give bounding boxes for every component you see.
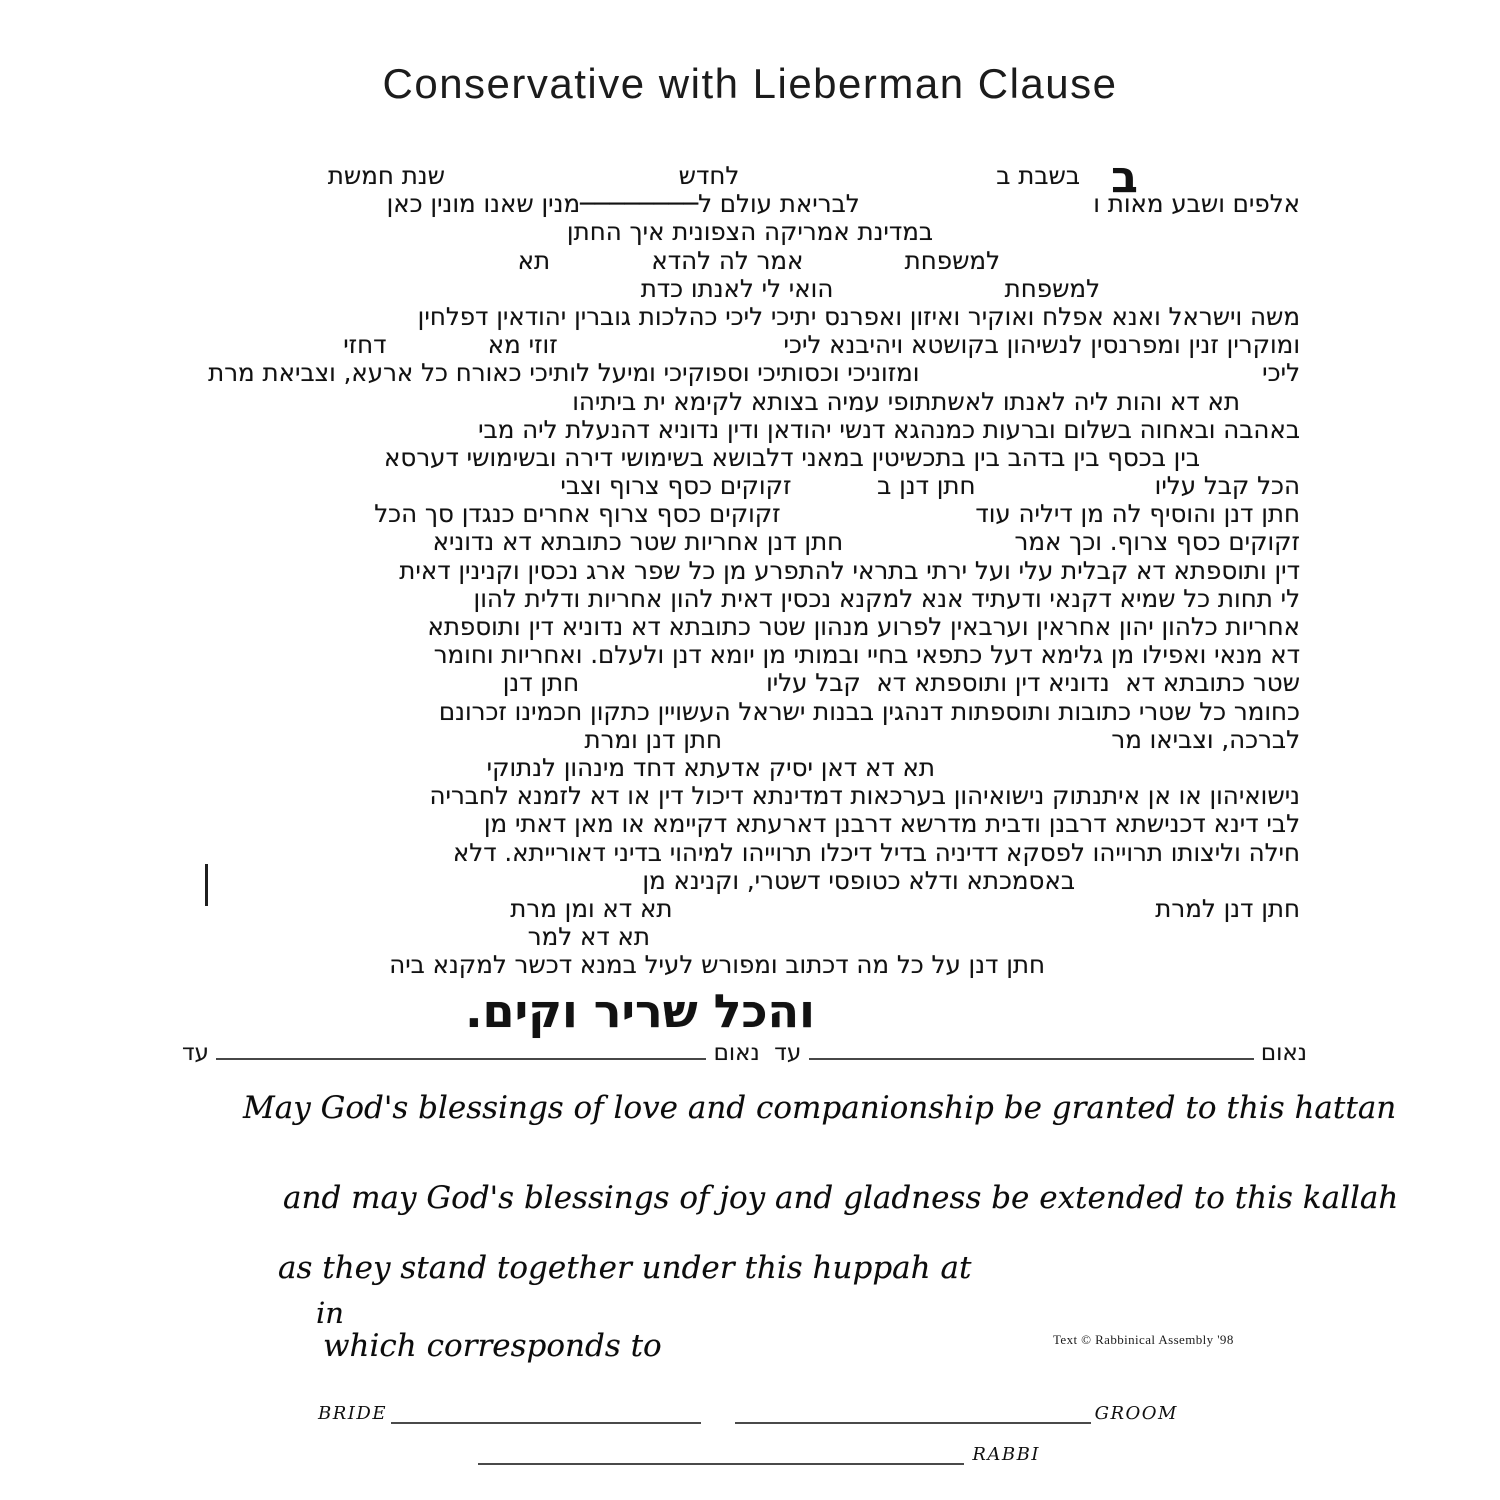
hebrew-line: ליכי ומזוניכי וכסותיכי וספוקיכי ומיעל לותיכי כאורח כל ארעא, וצביאת מרת (208, 358, 1300, 388)
document-title: Conservative with Lieberman Clause (382, 60, 1118, 107)
groom-label: GROOM (1094, 1403, 1178, 1424)
hebrew-line: חתן דנן והוסיף לה מן דיליה עוד זקוקים כסף צרוף אחרים כנגדן סך הכל (374, 499, 1300, 529)
hebrew-line: נישואיהון או אן איתנתוק נישואיהון בערכאות דמדינתא דיכול דין או דא לזמנא לחבריה (429, 781, 1300, 811)
hebrew-line: לי תחות כל שמיא דקנאי ודעתיד אנא למקנא נכסין דאית להון אחריות ודלית להון (473, 583, 1300, 613)
rabbi-signature-row (478, 1446, 1040, 1465)
hebrew-line-lieberman-clause: תא דא דאן יסיק אדעתא דחד מינהון לנתוקי (486, 752, 935, 782)
english-blessing-hattan: May God's blessings of love and companionship be granted to this hattan (243, 1090, 1397, 1126)
bride-groom-signature-row (318, 1405, 1178, 1424)
copyright-credit: Text © Rabbinical Assembly '98 (1053, 1332, 1234, 1347)
hebrew-line: באסמכתא ודלא כטופסי דשטרי, וקנינא מן (642, 865, 1075, 895)
hebrew-line (200, 152, 1300, 203)
hebrew-line: תא דא למר (527, 922, 650, 952)
witness-signature-row (150, 1040, 1307, 1066)
hebrew-line: כחומר כל שטרי כתובות ותוספתות דנהגין בבנות ישראל העשויין כתקון חכמינו זכרונם (438, 696, 1300, 726)
hebrew-line: זקוקים כסף צרוף. וכך אמר חתן דנן אחריות שטר כתובתא דא נדוניא (432, 527, 1300, 557)
hebrew-line: אלפים ושבע מאות ו לבריאת עולם ל────────מנין שאנו מונין כאן (386, 189, 1300, 219)
hebrew-line: ומוקרין זנין ומפרנסין לנשיהון בקושטא ויהיבנא ליכי זוזי מא דחזי (343, 330, 1300, 360)
english-in-word: in (316, 1296, 344, 1330)
hebrew-line: לברכה, וצביאו מר חתן דנן ומרת (584, 724, 1300, 754)
vehakol-sharir-vekayam-line: והכל שריר וקים. (465, 984, 815, 1039)
witness-ed-naum-middle-label: עד נאום (713, 1040, 802, 1066)
hebrew-line: לבי דינא דכנישתא דרבנן ודבית מדרשא דרבנן דארעתא דקיימא או מאן דאתי מן (483, 809, 1300, 839)
witness-naum-right-label: נאום (1260, 1040, 1307, 1066)
rabbi-signature-line (478, 1451, 964, 1465)
initial-bet: ב (1111, 152, 1140, 203)
ketubah-hebrew-text (200, 152, 1300, 1039)
bride-label: BRIDE (318, 1403, 387, 1424)
rabbi-label: RABBI (972, 1444, 1040, 1465)
hebrew-line: חתן דנן למרת תא דא ומן מרת (510, 893, 1300, 923)
hebrew-line: דין ותוספתא דא קבלית עלי ועל ירתי בתראי להתפרע מן כל שפר ארג נכסין וקנינין דאית (399, 555, 1300, 585)
groom-signature-line (735, 1410, 1091, 1424)
hebrew-line: הכל קבל עליו חתן דנן ב זקוקים כסף צרוף וצבי (560, 471, 1300, 501)
witness-ed-left-label: עד (181, 1040, 209, 1066)
hebrew-line: למשפחת אמר לה להדא תא (517, 245, 1000, 275)
english-blessing-kallah: and may God's blessings of joy and gladness be extended to this kallah (283, 1180, 1399, 1216)
hebrew-line: במדינת אמריקה הצפונית איך החתן (566, 217, 934, 247)
hebrew-line-text: בשבת ב לחדש שנת חמשת (327, 161, 1112, 190)
english-corresponds-line: which corresponds to (323, 1328, 662, 1364)
hebrew-line: משה וישראל ואנא אפלח ואוקיר ואיזון ואפרנס יתיכי ליכי כהלכות גוברין יהודאין דפלחין (417, 301, 1300, 331)
english-huppah-line: as they stand together under this huppah at (278, 1250, 972, 1286)
hebrew-line: למשפחת הואי לי לאנתו כדת (640, 273, 1100, 303)
hebrew-line: באהבה ובאחוה בשלום וברעות כמנהגא דנשי יהודאן ודין נדוניא דהנעלת ליה מבי (478, 414, 1300, 444)
hebrew-line: שטר כתובתא דא נדוניא דין ותוספתא דא קבל עליו חתן דנן (502, 668, 1300, 698)
hebrew-line: תא דא והות ליה לאנתו לאשתתופי עמיה בצותא לקימא ית ביתיהו (572, 386, 1240, 416)
stray-scan-mark (205, 864, 208, 906)
hebrew-line: חילה וליצותו תרוייהו לפסקא דדיניה בדיל דיכלו תרוייהו למיהוי בדיני דאורייתא. דלא (452, 837, 1300, 867)
bride-signature-line (391, 1410, 701, 1424)
hebrew-line: בין בכסף בין בדהב בין בתכשיטין במאני דלבושא בשימושי דירה ובשימושי דערסא (384, 442, 1200, 472)
witness-signature-line-right (809, 1046, 1254, 1060)
hebrew-line: דא מנאי ואפילו מן גלימא דעל כתפאי בחיי ובמותי מן יומא דנן ולעלם. ואחריות וחומר (433, 640, 1300, 670)
witness-signature-line-left (216, 1046, 706, 1060)
hebrew-line: אחריות כלהון יהון אחראין וערבאין לפרוע מנהון שטר כתובתא דא נדוניא דין ותוספתא (427, 612, 1300, 641)
hebrew-line: חתן דנן על כל מה דכתוב ומפורש לעיל במנא דכשר למקנא ביה (389, 950, 1045, 980)
